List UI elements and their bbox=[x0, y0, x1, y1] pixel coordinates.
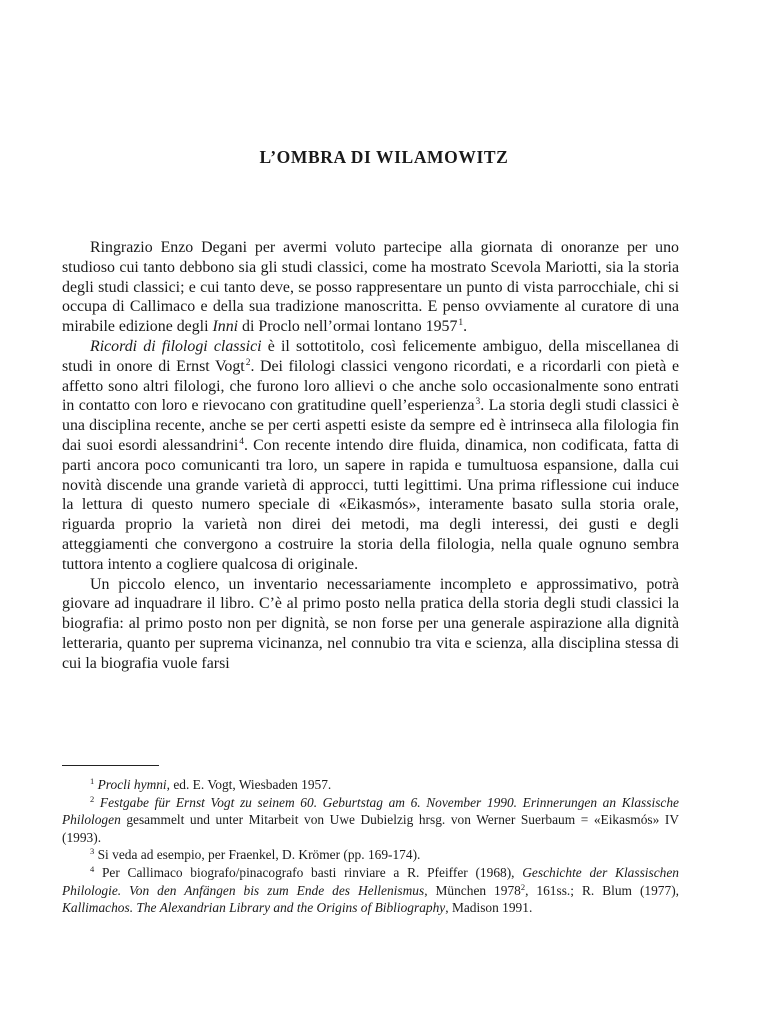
text-run: è il sottotitolo, così felicemente ambiguo, della miscellanea di studi in onore di Ernst Vogt bbox=[62, 337, 679, 375]
text-run: Per Callimaco biografo/pinacografo basti rinviare a R. Pfeiffer (1968), bbox=[101, 864, 523, 880]
text-run: . Con recente intendo dire fluida, dinamica, non codificata, fatta di parti ancora poco comunicanti tra loro, un sapere in rapida e tumultuosa espansione, dalla cui novità discende una grande varietà di approcci, tutti legittimi. Una prima riflessione cui induce la lettura di questo numero speciale di «Eikasmós», interamente basato sulla storia orale, riguarda proprio la varietà non direi dei metodi, ma degli interessi, dei gusti e degli atteggiamenti che convergono a costruire la storia della filologia, nella quale ognuno sembra tuttora intento a cogliere qualcosa di originale. bbox=[62, 436, 679, 573]
page-title: L’OMBRA DI WILAMOWITZ bbox=[259, 147, 509, 167]
text-run: Ringrazio Enzo Degani per avermi voluto partecipe alla giornata di onoranze per uno studioso cui tanto debbono sia gli studi classici, come ha mostrato Scevola Mariotti, sia la storia degli studi classici; e cui tanto deve, se posso rappresentare un punto di vista parrocchiale, chi si occupa di Callimaco e della sua tradizione manoscritta. E penso ovviamente al curatore di una mirabile edizione degli bbox=[62, 239, 679, 336]
paragraph-3: Un piccolo elenco, un inventario necessariamente incompleto e approssimativo, potrà giovare ad inquadrare il libro. C’è al primo posto nella pratica della storia degli studi classici la biografia: al primo posto non per dignità, se non forse per una generale aspirazione alla dignità letteraria, quanto per suprema vicinanza, nel connubio tra vita e scienza, alla disciplina stessa di cui la biografia vuole farsi bbox=[62, 575, 679, 672]
text-run: gesammelt und unter Mitarbeit von Uwe Dubielzig hrsg. von Werner Suerbaum = «Eikasmós» IV (1993). bbox=[62, 812, 679, 845]
italic-title: Festgabe für Ernst Vogt zu seinem 60. Geburtstag am 6. November 1990. Erinnerungen an Klassische Philologen bbox=[62, 794, 679, 828]
footnote-2 bbox=[62, 794, 679, 847]
footnote-ref[interactable]: 3 bbox=[475, 397, 481, 408]
italic-title: Inni bbox=[212, 318, 239, 336]
footnote-4 bbox=[62, 864, 679, 917]
paragraph-1 bbox=[62, 238, 679, 337]
footnote-ref[interactable]: 4 bbox=[239, 436, 244, 447]
text-run: , 161ss.; R. Blum (1977), bbox=[525, 882, 679, 898]
footnote-1 bbox=[62, 776, 679, 794]
main-text bbox=[62, 238, 679, 674]
edition-superscript: 2 bbox=[520, 881, 526, 892]
text-run: . La storia degli studi classici è una disciplina recente, anche se per certi aspetti esiste da sempre ed è intrinseca alla filologia fin dai suoi esordi alessandrini bbox=[62, 397, 679, 454]
footnote-divider bbox=[62, 765, 159, 766]
paragraph-2 bbox=[62, 337, 679, 575]
footnote-number: 4 bbox=[90, 863, 95, 874]
footnote-number: 3 bbox=[90, 846, 95, 857]
text-run: , Madison 1991. bbox=[445, 900, 533, 916]
italic-title: Kallimachos. The Alexandrian Library and the Origins of Bibliography bbox=[62, 900, 446, 916]
text-run: di Proclo nell’ormai lontano 1957 bbox=[238, 318, 458, 336]
text-run: Si veda ad esempio, per Fraenkel, D. Krömer (pp. 169-174). bbox=[97, 847, 421, 863]
footnote-3 bbox=[62, 846, 679, 864]
text-run: , ed. E. Vogt, Wiesbaden 1957. bbox=[166, 777, 332, 792]
italic-title: Procli hymni bbox=[97, 777, 167, 792]
text-run: , München 1978 bbox=[424, 882, 521, 898]
text-run: . Dei filologi classici vengono ricordati, e a ricordarli con pietà e affetto sono altri filologi, che furono loro allievi o che anche solo occasionalmente sono entrati in contatto con loro e rievocano con gratitudine quell’esperienza bbox=[62, 357, 679, 415]
footnotes bbox=[62, 776, 679, 917]
footnote-ref[interactable]: 2 bbox=[245, 357, 251, 368]
italic-title: Geschichte der Klassischen Philologie. Von den Anfängen bis zum Ende des Hellenismus bbox=[62, 864, 680, 898]
footnote-number: 2 bbox=[90, 793, 95, 804]
footnote-number: 1 bbox=[90, 776, 95, 786]
text-run: . bbox=[463, 318, 468, 336]
footnote-ref[interactable]: 1 bbox=[458, 318, 464, 329]
italic-title: Ricordi di filologi classici bbox=[90, 337, 262, 355]
